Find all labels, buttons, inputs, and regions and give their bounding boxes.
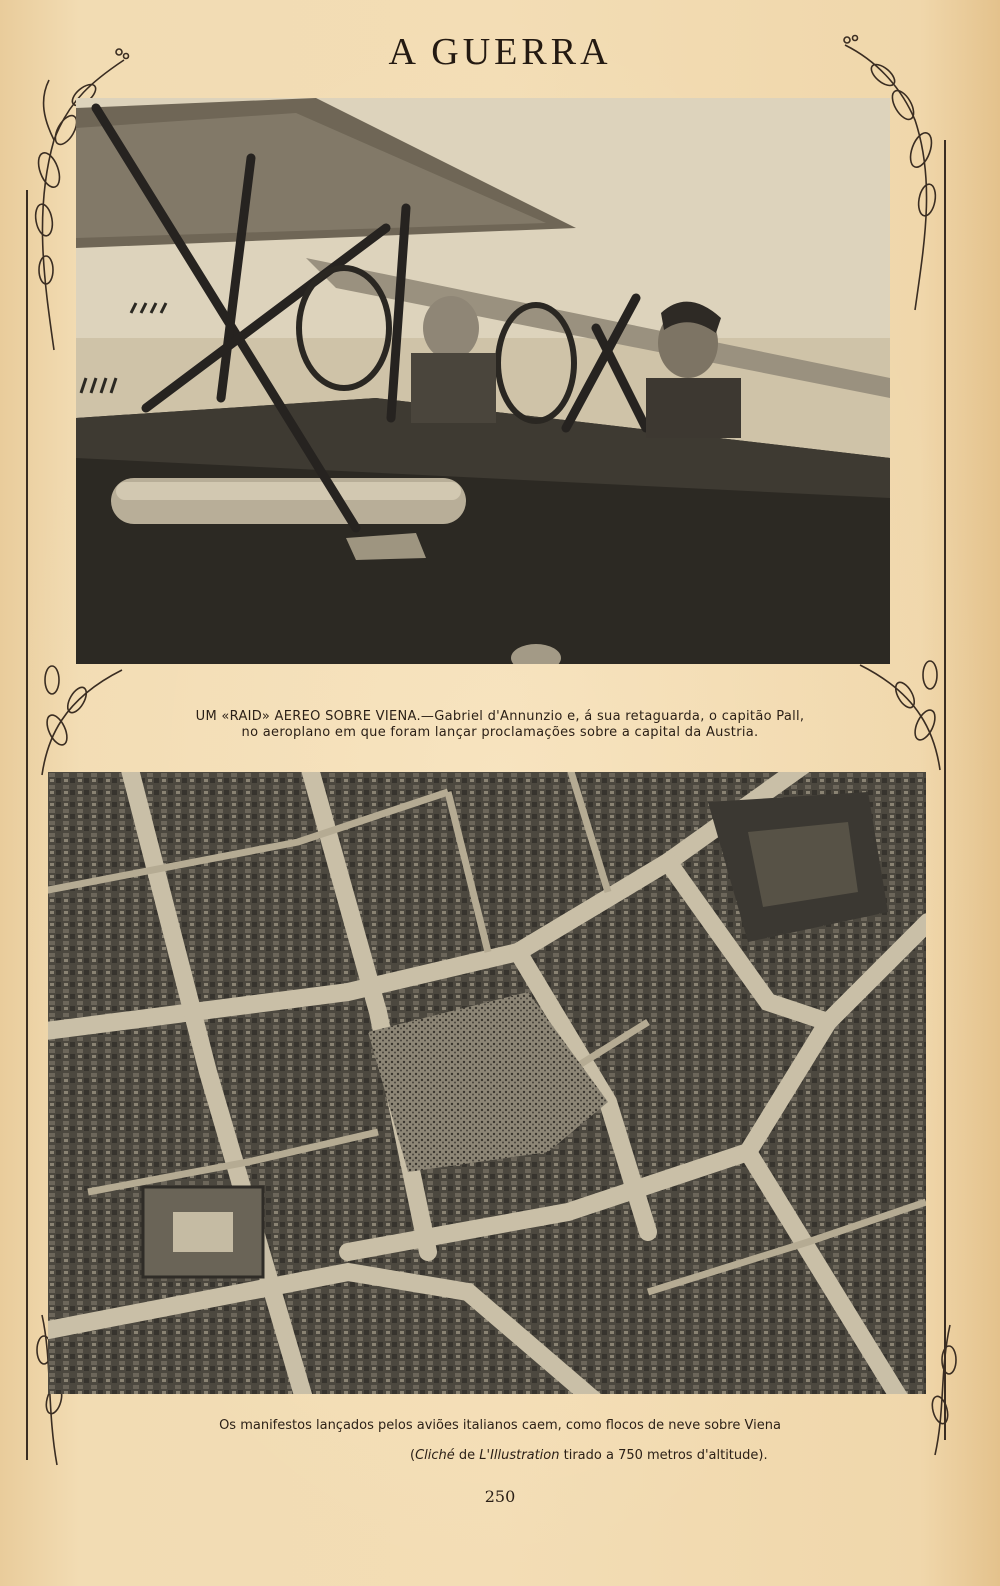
airplane-photo-caption [120,709,880,741]
airplane-photo [76,98,890,664]
page-number: 250 [484,1487,516,1506]
credit-source: L'Illustration [479,1448,560,1463]
credit-open-paren: ( [410,1448,416,1463]
page-title: A GUERRA [388,31,612,73]
frame-right-line [944,140,946,1440]
city-photo-caption: Os manifestos lançados pelos aviões italianos caem, como flocos de neve sobre Viena [219,1418,781,1433]
aerial-city-photo [48,772,926,1394]
airplane-caption-line2: no aeroplano em que foram lançar proclamações sobre a capital da Austria. [241,725,759,740]
credit-de: de [454,1448,480,1463]
frame-left-line [26,190,28,1460]
credit-rest: tirado a 750 metros d'altitude). [559,1448,768,1463]
airplane-caption-line1: UM «RAID» AEREO SOBRE VIENA.—Gabriel d'Annunzio e, á sua retaguarda, o capitão Pall, [195,709,805,724]
city-photo-credit [410,1448,850,1463]
credit-cliche: Cliché [415,1448,455,1463]
